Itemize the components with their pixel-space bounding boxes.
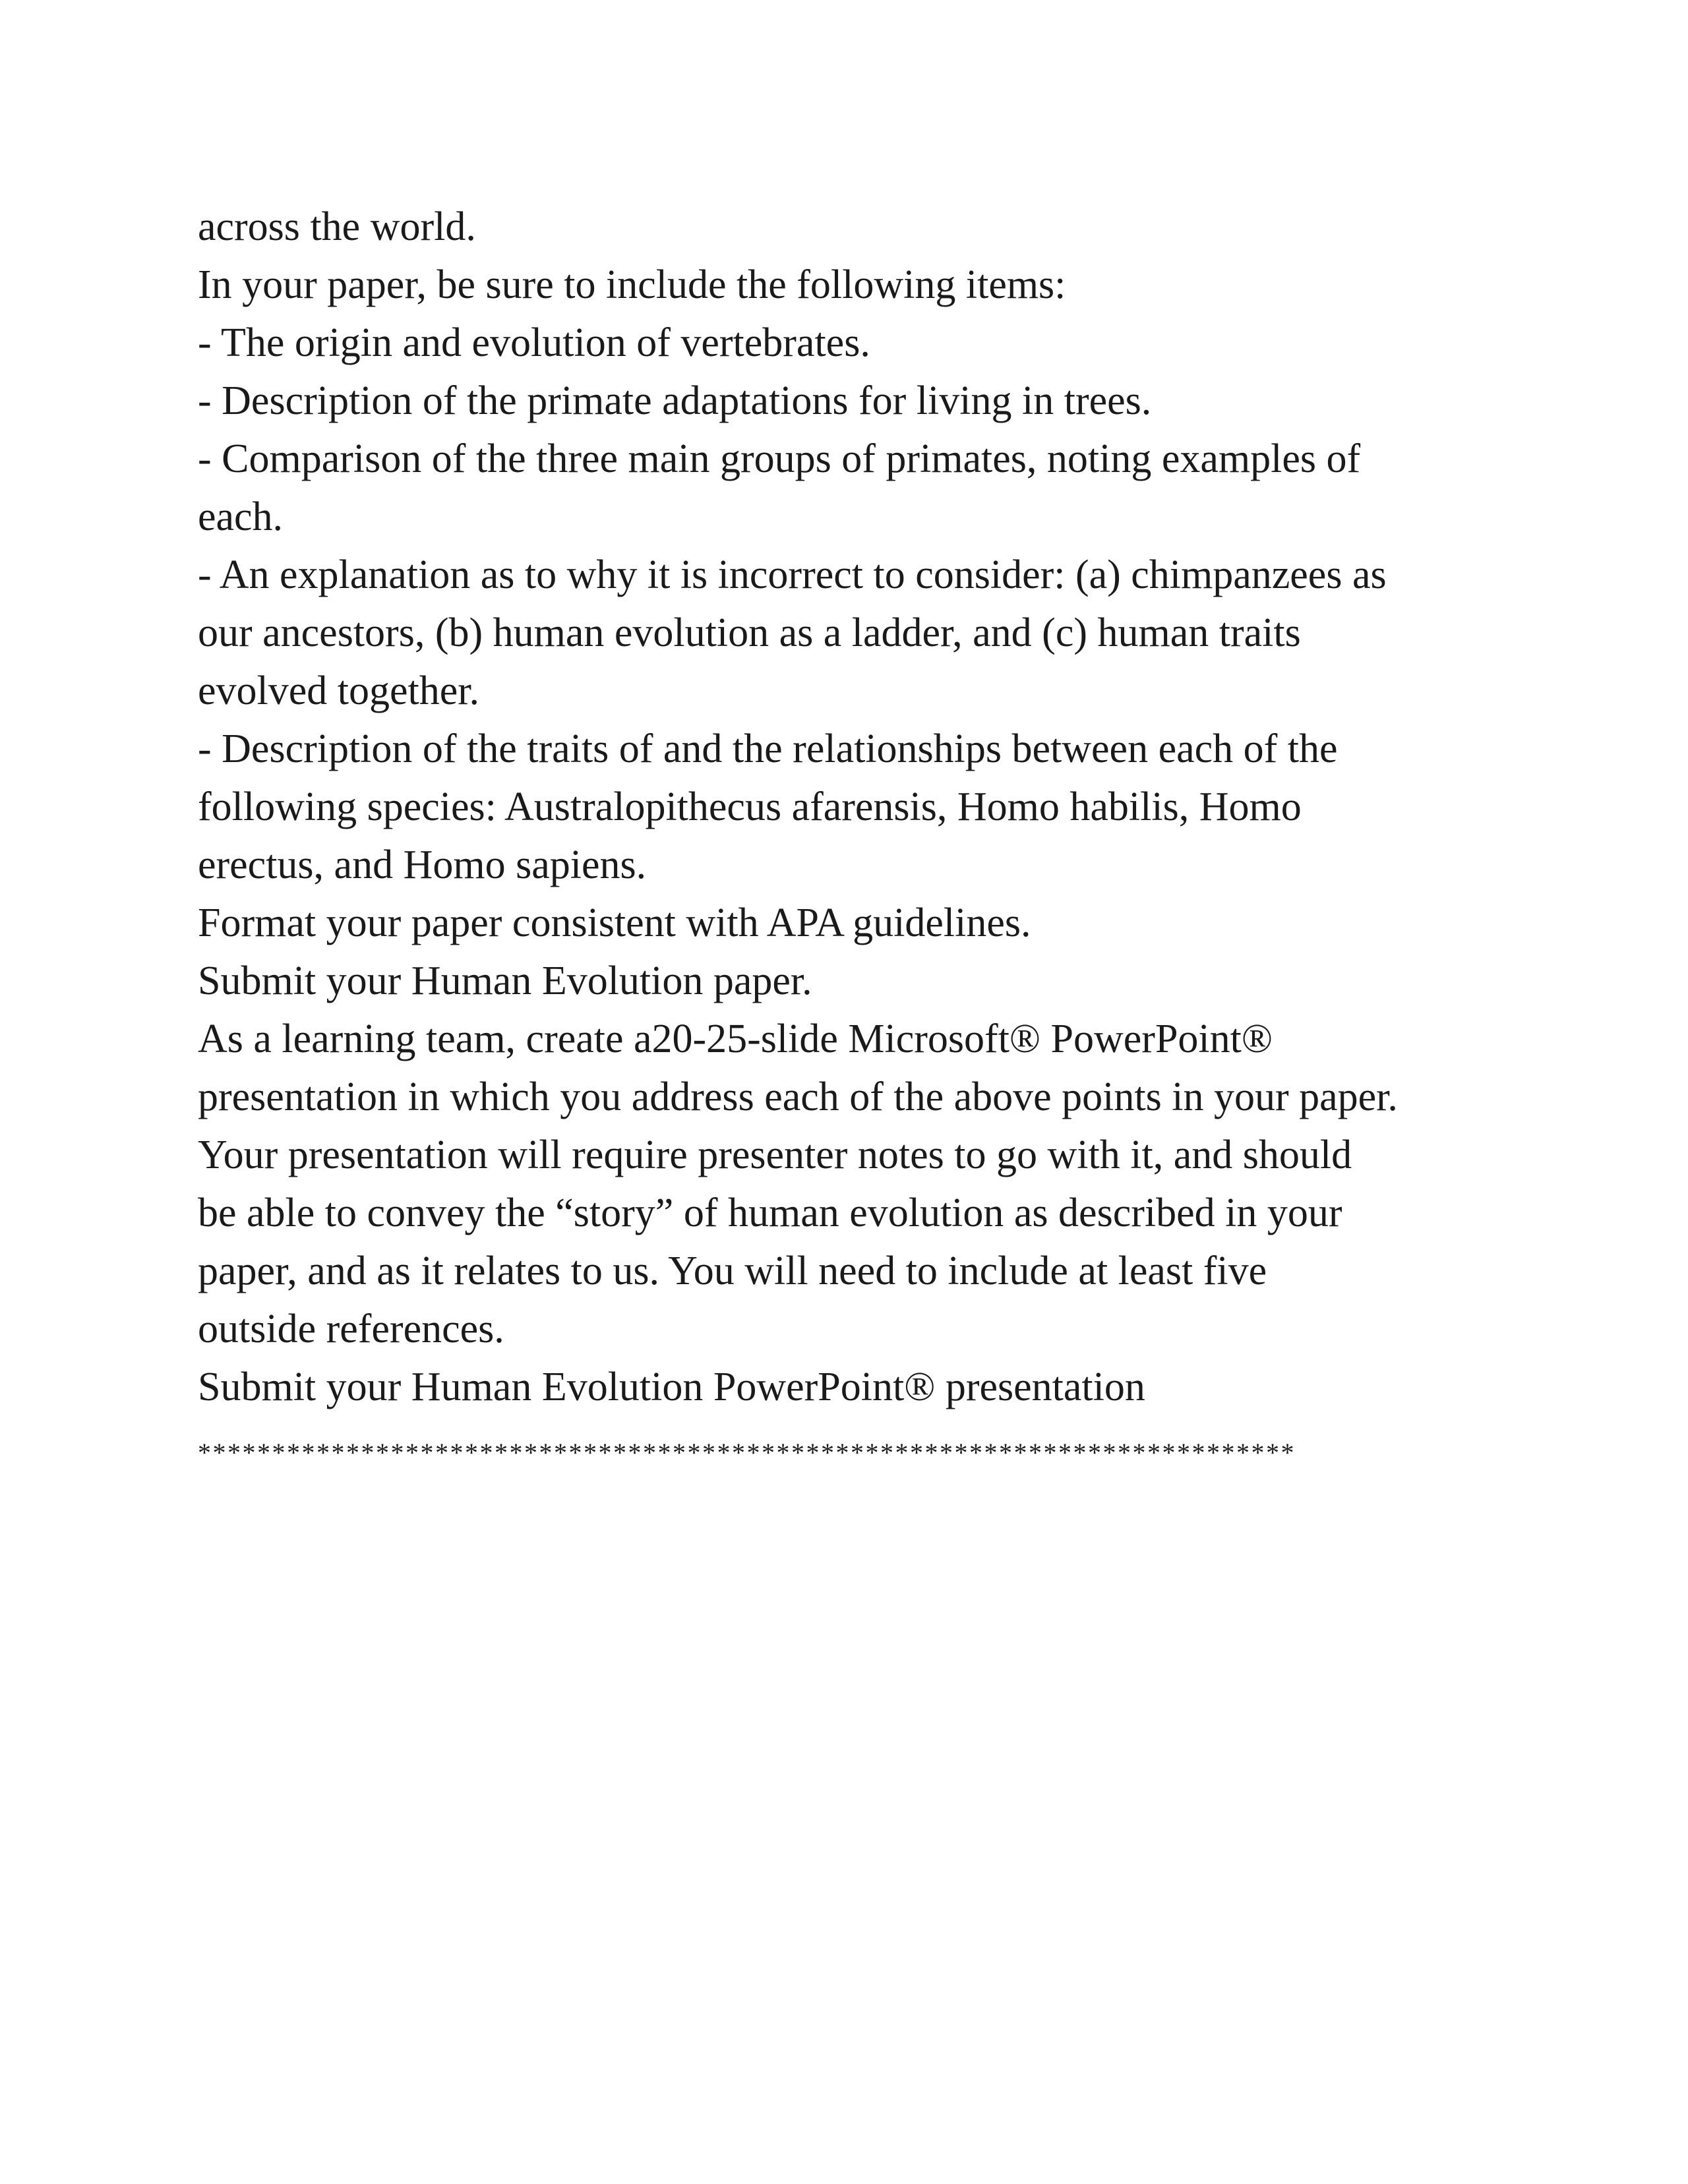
list-item-continuation: erectus, and Homo sapiens.	[198, 842, 647, 887]
list-item: - The origin and evolution of vertebrates.	[198, 320, 870, 365]
text-line: paper, and as it relates to us. You will need to include at least five	[198, 1249, 1267, 1293]
text-line: outside references.	[198, 1307, 504, 1351]
list-item-continuation: our ancestors, (b) human evolution as a ladder, and (c) human traits	[198, 610, 1301, 655]
text-line: Submit your Human Evolution paper.	[198, 959, 812, 1003]
text-line: Format your paper consistent with APA guidelines.	[198, 900, 1031, 945]
text-line: presentation in which you address each of the above points in your paper.	[198, 1075, 1398, 1119]
text-line: be able to convey the “story” of human evolution as described in your	[198, 1191, 1342, 1235]
list-item: - Description of the traits of and the relationships between each of the	[198, 726, 1338, 771]
text-line: As a learning team, create a20-25-slide Microsoft® PowerPoint®	[198, 1017, 1273, 1061]
list-item: - Description of the primate adaptations for living in trees.	[198, 378, 1152, 423]
text-line: In your paper, be sure to include the following items:	[198, 262, 1066, 307]
text-line: across the world.	[198, 204, 476, 249]
text-line: Your presentation will require presenter notes to go with it, and should	[198, 1133, 1352, 1177]
list-item-continuation: evolved together.	[198, 668, 479, 713]
text-line: Submit your Human Evolution PowerPoint® presentation	[198, 1365, 1145, 1409]
list-item-continuation: following species: Australopithecus afarensis, Homo habilis, Homo	[198, 784, 1302, 829]
list-item-continuation: each.	[198, 494, 284, 539]
document-body	[198, 198, 1530, 1473]
asterisk-separator: **************************************************************************	[198, 1438, 1296, 1467]
list-item: - Comparison of the three main groups of primates, noting examples of	[198, 436, 1361, 481]
list-item: - An explanation as to why it is incorrect to consider: (a) chimpanzees as	[198, 552, 1387, 597]
